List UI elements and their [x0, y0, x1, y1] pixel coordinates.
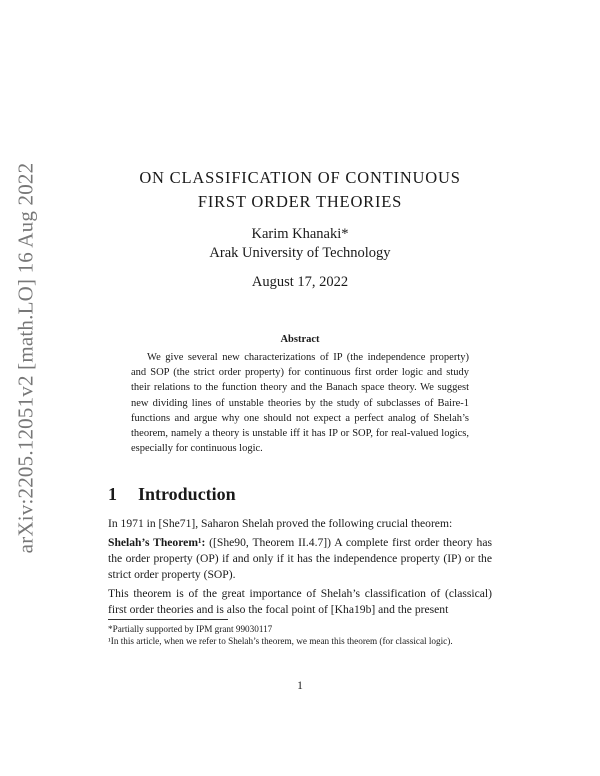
intro-paragraph: In 1971 in [She71], Saharon Shelah proved the following crucial theorem:	[108, 517, 453, 530]
author-name: Karim Khanaki*	[251, 226, 349, 242]
abstract-heading: Abstract	[280, 334, 320, 345]
section-heading	[108, 484, 236, 505]
paper-title-line1: ON CLASSIFICATION OF CONTINUOUS	[139, 168, 461, 187]
paper-title-line2: FIRST ORDER THEORIES	[197, 192, 403, 211]
theorem-paragraph	[108, 535, 492, 583]
footnote-star: *Partially supported by IPM grant 99030117	[108, 624, 273, 634]
paper-date: August 17, 2022	[251, 274, 349, 290]
section-number: 1	[108, 484, 117, 504]
theorem-label: Shelah’s Theorem¹:	[108, 536, 206, 549]
footnote-one: ¹In this article, when we refer to Shelah’s theorem, we mean this theorem (for classical logic).	[108, 636, 453, 646]
page-number: 1	[297, 680, 303, 692]
section-title: Introduction	[138, 484, 236, 504]
abstract-text: We give several new characterizations of IP (the independence property) and SOP (the strict order property) for continuous first order logic and study their relations to the function theory and the Banach space theory. We suggest new dividing lines of unstable theories by the study of subclasses of Baire-1 functions and argue why one should not expect a perfect analog of Shelah’s theorem, namely a theory is unstable iff it has IP or SOP, for real-valued logics, especially for continuous logic.	[131, 352, 469, 455]
theorem-text: ([She90, Theorem II.4.7]) A complete first order theory has the order property (OP) if and only if it has the independence property (IP) or the strict order property (SOP).	[108, 536, 492, 581]
body-paragraph: This theorem is of the great importance of Shelah’s classification of (classical) first order theories and is also the focal point of [Kha19b] and the present	[108, 587, 492, 616]
arxiv-sidebar	[10, 162, 42, 554]
author-affiliation: Arak University of Technology	[209, 245, 391, 261]
footnote-rule	[108, 619, 228, 620]
arxiv-identifier: arXiv:2205.12051v2 [math.LO] 16 Aug 2022	[13, 162, 38, 554]
